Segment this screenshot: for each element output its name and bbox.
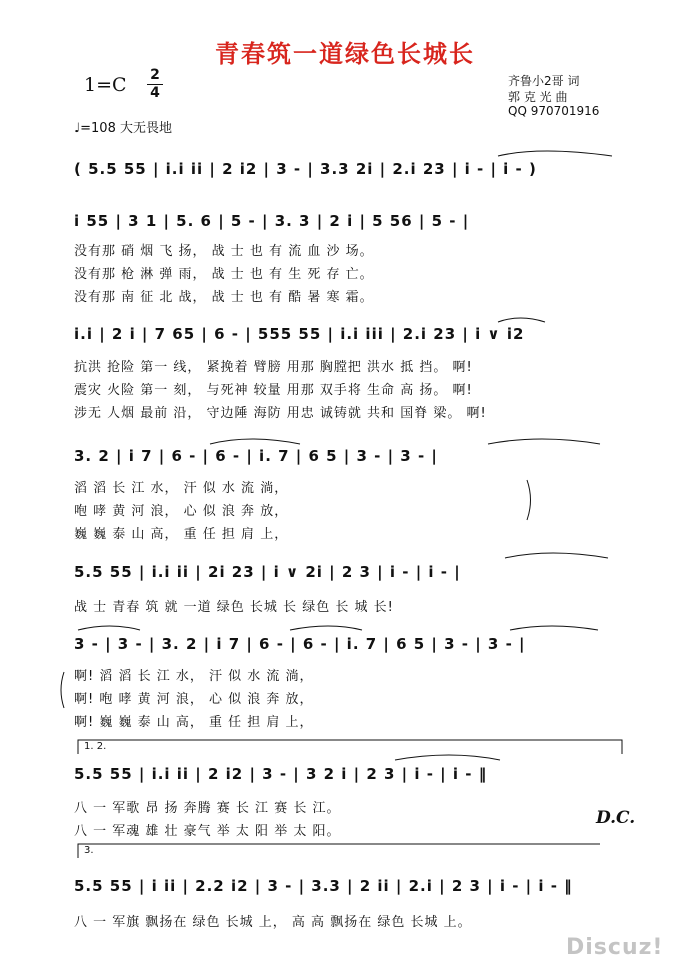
tempo-marking: ♩=108 大无畏地 bbox=[74, 121, 172, 136]
system-5-lyric-1: 战 士 青春 筑 就 一道 绿色 长城 长 绿色 长 城 长! bbox=[74, 600, 394, 615]
system-7-lyric-1: 八 一 军歌 昂 扬 奔腾 赛 长 江 赛 长 江。 bbox=[74, 801, 341, 816]
volta-3-label: 3. bbox=[84, 845, 94, 856]
slur-system-4a bbox=[210, 439, 300, 444]
volta-1-2-label: 1. 2. bbox=[84, 741, 107, 752]
qq-contact: QQ 970701916 bbox=[508, 104, 600, 118]
slur-system-5 bbox=[505, 553, 608, 558]
slur-system-6a bbox=[78, 626, 140, 630]
system-6-lyric-2: 啊! 咆 哮 黄 河 浪， 心 似 浪 奔 放， bbox=[74, 692, 314, 707]
lyricist-credit: 齐鲁小2哥 词 bbox=[508, 74, 580, 88]
system-4-notes: 3. 2 | i 7 | 6 - | 6 - | i. 7 | 6 5 | 3 - | 3 - | bbox=[74, 447, 438, 465]
system-3-notes: i.i | 2 i | 7 65 | 6 - | 555 55 | i.i iii | 2.i 23 | i ∨ i2 bbox=[74, 325, 525, 343]
system-6-lyric-3: 啊! 巍 巍 泰 山 高， 重 任 担 肩 上， bbox=[74, 715, 314, 730]
slur-system-6b bbox=[290, 626, 362, 630]
brace-left bbox=[61, 672, 64, 708]
system-1-notes: ( 5.5 55 | i.i ii | 2 i2 | 3 - | 3.3 2i | 2.i 23 | i - | i - ) bbox=[74, 160, 537, 178]
volta-3-bracket bbox=[78, 844, 600, 858]
slur-system-4b bbox=[488, 439, 600, 444]
brace-right bbox=[527, 480, 531, 520]
system-4-lyric-2: 咆 哮 黄 河 浪， 心 似 浪 奔 放， bbox=[74, 504, 289, 519]
system-5-notes: 5.5 55 | i.i ii | 2i 23 | i ∨ 2i | 2 3 | i - | i - | bbox=[74, 563, 461, 581]
slur-system-6c bbox=[510, 626, 598, 630]
time-signature-top: 2 bbox=[150, 67, 160, 83]
system-3-lyric-3: 涉无 人烟 最前 沿， 守边陲 海防 用忠 诚铸就 共和 国脊 梁。 啊! bbox=[74, 406, 487, 421]
system-2-lyric-1: 没有那 硝 烟 飞 扬， 战 士 也 有 流 血 沙 场。 bbox=[74, 244, 374, 259]
system-2-lyric-2: 没有那 枪 淋 弹 雨， 战 士 也 有 生 死 存 亡。 bbox=[74, 267, 374, 282]
system-7-notes: 5.5 55 | i.i ii | 2 i2 | 3 - | 3 2 i | 2 3 | i - | i - ‖ bbox=[74, 765, 488, 783]
system-7-lyric-2: 八 一 军魂 雄 壮 豪气 举 太 阳 举 太 阳。 bbox=[74, 824, 341, 839]
system-2-lyric-3: 没有那 南 征 北 战， 战 士 也 有 酷 暑 寒 霜。 bbox=[74, 290, 374, 305]
system-8-notes: 5.5 55 | i ii | 2.2 i2 | 3 - | 3.3 | 2 ii | 2.i | 2 3 | i - | i - ‖ bbox=[74, 877, 573, 895]
system-3-lyric-1: 抗洪 抢险 第一 线， 紧挽着 臂膀 用那 胸膛把 洪水 抵 挡。 啊! bbox=[74, 360, 473, 375]
system-4-lyric-1: 滔 滔 长 江 水， 汗 似 水 流 淌， bbox=[74, 481, 289, 496]
system-2-notes: i 55 | 3 1 | 5. 6 | 5 - | 3. 3 | 2 i | 5 56 | 5 - | bbox=[74, 212, 470, 230]
slur-system-1 bbox=[498, 151, 612, 156]
system-3-lyric-2: 震灾 火险 第一 刻， 与死神 较量 用那 双手将 生命 高 扬。 啊! bbox=[74, 383, 473, 398]
time-signature-bottom: 4 bbox=[150, 85, 160, 101]
key-signature: 1=C bbox=[84, 74, 127, 96]
discuz-watermark: Discuz! bbox=[566, 935, 664, 960]
system-6-notes: 3 - | 3 - | 3. 2 | i 7 | 6 - | 6 - | i. 7 | 6 5 | 3 - | 3 - | bbox=[74, 635, 526, 653]
system-8-lyric-1: 八 一 军旗 飘扬在 绿色 长城 上， 高 高 飘扬在 绿色 长城 上。 bbox=[74, 915, 472, 930]
song-title: 青春筑一道绿色长城长 bbox=[215, 40, 475, 68]
system-4-lyric-3: 巍 巍 泰 山 高， 重 任 担 肩 上， bbox=[74, 527, 289, 542]
slur-system-7 bbox=[395, 755, 500, 760]
composer-credit: 郭 克 光 曲 bbox=[508, 90, 568, 104]
slur-system-3 bbox=[498, 318, 545, 322]
system-6-lyric-1: 啊! 滔 滔 长 江 水， 汗 似 水 流 淌， bbox=[74, 669, 314, 684]
da-capo-mark: D.C. bbox=[596, 808, 636, 828]
volta-1-2-bracket bbox=[78, 740, 622, 754]
